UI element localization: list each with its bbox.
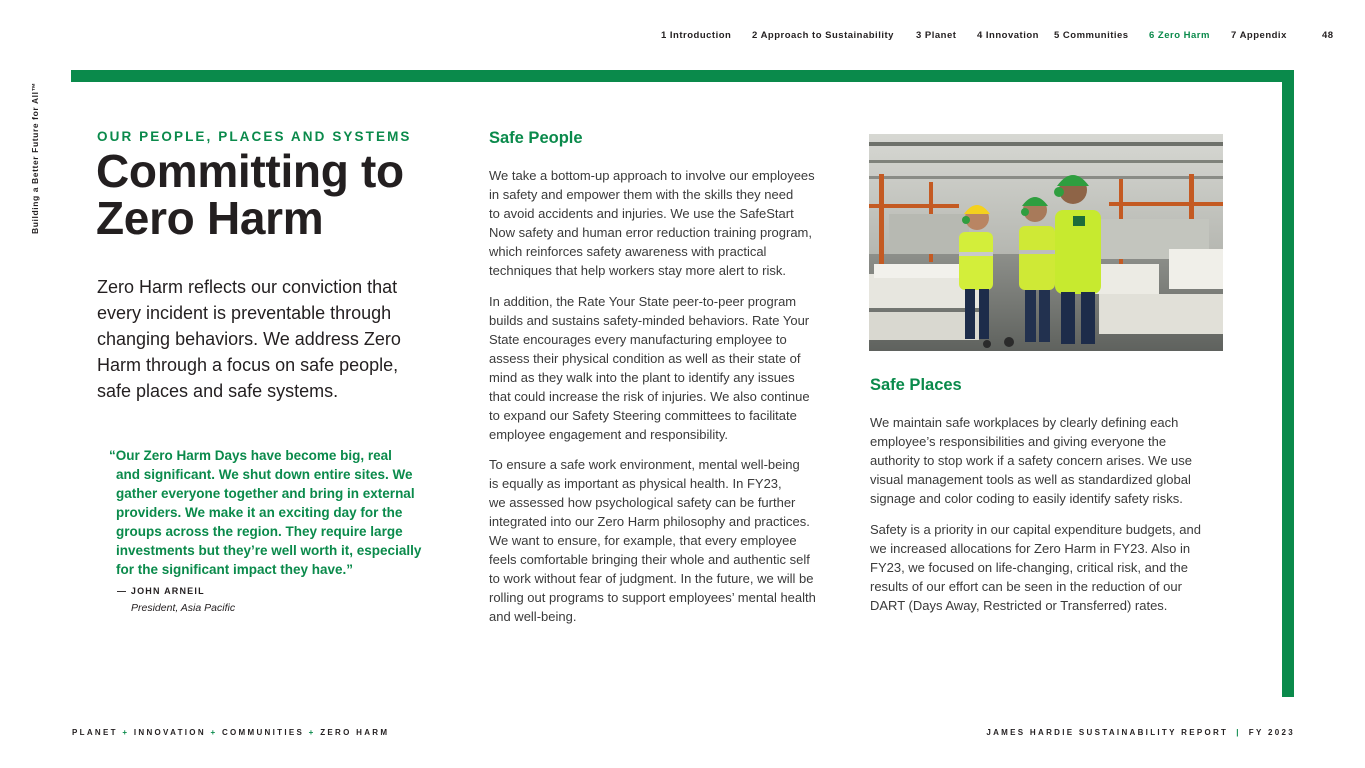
footer-report-name: JAMES HARDIE SUSTAINABILITY REPORT [986,728,1229,737]
footer-plus-icon: + [308,728,316,737]
page-number: 48 [1322,30,1334,41]
quote-line: for the significant impact they have.” [116,562,354,577]
nav-item-communities[interactable]: 5 Communities [1054,30,1129,41]
nav-item-approach[interactable]: 2 Approach to Sustainability [752,30,894,41]
nav-item-planet[interactable]: 3 Planet [916,30,957,41]
top-navigation [0,30,1365,44]
nav-item-introduction[interactable]: 1 Introduction [661,30,732,41]
quote-line: gather everyone together and bring in external [116,486,415,501]
quote-line: groups across the region. They require large [116,524,403,539]
quote-line: investments but they’re well worth it, especially [116,543,422,558]
side-tagline: Building a Better Future for All™ [30,82,40,234]
nav-item-innovation[interactable]: 4 Innovation [977,30,1039,41]
safe-places-paragraph-2: Safety is a priority in our capital expenditure budgets, and we increased allocations for Zero Harm in FY23. Also in FY23, we focused on life-changing, critical risk, and the results of our effort can be seen in the reduction of our DART (Days Away, Restricted or Transferred) rates. [870,522,1201,613]
footer-plus-icon: + [210,728,218,737]
safe-people-paragraph-2: In addition, the Rate Your State peer-to-peer program builds and sustains safety-minded behaviors. Rate Your State encourages every manufacturing employee to assess their physical condition as well as their state of mind as they walk into the plant to identify any issues that could increase the risk of injuries. We also continue to expand our Safety Steering committees to facilitate employee engagement and responsibility. [489,294,810,442]
quote-author-role: President, Asia Pacific [131,602,236,614]
safe-places-heading: Safe Places [870,376,962,394]
safe-people-heading: Safe People [489,129,583,147]
footer-theme-zero-harm: ZERO HARM [320,728,390,737]
footer-themes [72,728,389,737]
page-title-line-1: Committing to [96,145,404,197]
footer-theme-communities: COMMUNITIES [221,728,305,737]
quote-line: providers. We make it an exciting day for the [116,505,403,520]
footer-report-year: FY 2023 [1248,728,1295,737]
factory-workers-photo [869,134,1223,351]
safe-people-paragraph-3: To ensure a safe work environment, mental well-being is equally as important as physical health. In FY23, we assessed how psychological safety can be further integrated into our Zero Harm philosophy and practices. We want to ensure, for example, that every employee feels comfortable bringing their whole and authentic self to work without fear of judgment. In the future, we will be rolling out programs to support employees’ mental health and well-being. [489,457,816,624]
nav-item-appendix[interactable]: 7 Appendix [1231,30,1287,41]
footer-separator: | [1236,728,1241,737]
safe-places-paragraph-1: We maintain safe workplaces by clearly defining each employee’s responsibilities and giving everyone the authority to stop work if a safety concern arises. We use visual management tools as well as standardized global signage and color coding to easily identify safety risks. [870,415,1193,506]
footer-theme-innovation: INNOVATION [133,728,206,737]
footer-plus-icon: + [122,728,130,737]
page-title-line-2: Zero Harm [96,192,324,244]
pull-quote [109,446,454,579]
green-frame-right [1282,70,1294,697]
quote-author: — JOHN ARNEIL [117,586,205,596]
quote-line: and significant. We shut down entire sites. We [116,467,413,482]
section-kicker: OUR PEOPLE, PLACES AND SYSTEMS [97,129,412,144]
footer-theme-planet: PLANET [72,728,118,737]
page-title [96,145,404,244]
quote-line: “Our Zero Harm Days have become big, real [109,448,392,463]
green-frame-top [71,70,1294,82]
footer-report-title [986,728,1295,737]
safe-people-paragraph-1: We take a bottom-up approach to involve our employees in safety and empower them with the skills they need to avoid accidents and injuries. We use the SafeStart Now safety and human error reduction training program, which reinforces safety awareness with practical techniques that help workers stay more alert to risk. [489,168,815,278]
nav-item-zero-harm[interactable]: 6 Zero Harm [1149,30,1210,41]
intro-paragraph: Zero Harm reflects our conviction that every incident is preventable through changing behaviors. We address Zero Harm through a focus on safe people, safe places and safe systems. [97,277,401,401]
